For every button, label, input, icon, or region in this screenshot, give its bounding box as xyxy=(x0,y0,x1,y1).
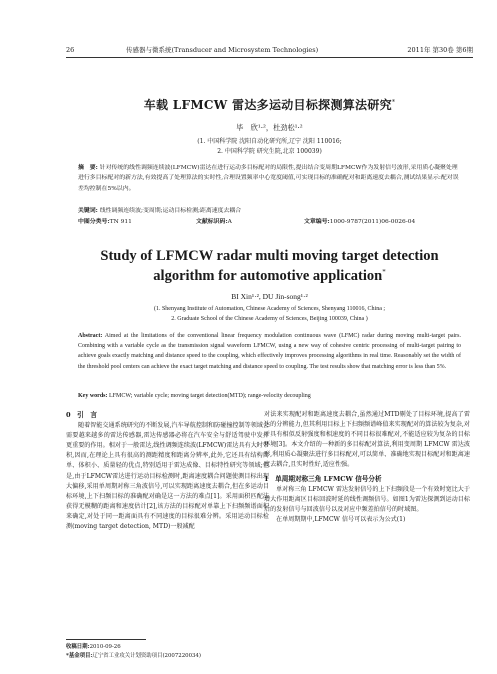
english-abstract-label: Abstract: xyxy=(78,333,103,339)
chinese-affiliation-2: 2. 中国科学院 研究生院,北京 100039) xyxy=(217,148,322,155)
english-title-line-1: Study of LFMCW radar multi moving target detection xyxy=(100,248,439,264)
english-affiliation-1: (1. Shenyang Institute of Automation, Chinese Academy of Sciences, Shenyang 110016, China ; xyxy=(153,306,386,312)
english-abstract xyxy=(78,331,461,372)
clc-value: TN 911 xyxy=(109,218,132,225)
body-column-right xyxy=(264,410,470,525)
chinese-keywords xyxy=(78,206,461,216)
header-divider xyxy=(66,57,473,58)
chinese-keywords-text: 线性调频连续波;变周期;运动目标检测;距离速度去耦合 xyxy=(99,208,242,214)
body-column-left xyxy=(66,410,269,532)
chinese-abstract-text: 针对传统的线性调频连续波(LFMCW)雷达在进行运动多目标配对的局限性,提出结合变周期LFMCW作为发射信号波形,采用质心凝聚处理进行多目标配对的新方法,有效提高了处理算法的实时性,合理设置频率中心宽度阈值,可实现目标的准确配对和距离速度去耦合,测试结果显示:配对误差均控制在5%以内。 xyxy=(78,165,459,192)
clc-label: 中图分类号: xyxy=(78,217,110,225)
received-label: 收稿日期: xyxy=(66,644,90,650)
chinese-authors: 毕 欣¹·²，杜劲松¹·² xyxy=(236,123,303,132)
footnote-received xyxy=(66,642,121,650)
article-id xyxy=(304,217,415,227)
document-code xyxy=(196,217,232,227)
english-title-footnote-mark: * xyxy=(382,268,386,277)
title-footnote-mark: * xyxy=(391,99,396,106)
chinese-abstract-label: 摘 要: xyxy=(78,164,98,171)
chinese-abstract xyxy=(78,163,461,194)
body-paragraph: 对法来实现配对和距离速度去耦合,虽然通过MTD剔处了目标环境,提高了雷达的分辨能力,但其利用目标上下扫频频谱峰值来实现配对的算法较为复杂,对于具有相似反射强度和相速度的不同目标很难配对,不能适应较为复杂的目标环境[3]。本文介绍的一种新的多目标配对算法,利用变周期 LFMCW 雷达波形,利用质心凝聚法进行多目标配对,可以简单、准确地实现目标配对和距离速度去耦合,且实时性好,适应性强。 xyxy=(264,411,470,469)
received-date: 2010-09-26 xyxy=(89,644,121,650)
chinese-keywords-label: 关键词: xyxy=(78,207,98,214)
article-id-label: 文章编号: xyxy=(304,217,330,225)
fund-label: *基金项目: xyxy=(66,653,93,659)
english-abstract-text: Aimed at the limitations of the conventional linear frequency modulation continuous wave (LFMC) radar during moving multi-target pairs. Combining with a variable cycle as the transmission signal waveform LFMCW, using a new way of cohesive centric processing of multi-target pairing to achieve goals exactly matching and distance speed to the coupling, which effectively improves processing algorithms in real time. Reasonably set the width of the threshold pool centers can achieve the exact target matching and distance speed to coupling. The test results show that matching error is less than 5%. xyxy=(78,333,461,370)
english-title-line-2-text: algorithm for automotive application xyxy=(153,268,383,284)
english-keywords-text: LFMCW; variable cycle; moving target detection(MTD); range-velocity decoupling xyxy=(109,393,311,399)
chinese-affiliation-1: (1. 中国科学院 沈阳自动化研究所,辽宁 沈阳 110016; xyxy=(197,138,342,145)
chinese-title xyxy=(66,96,473,113)
body-paragraph: 单对称三角 LFMCW 雷达发射信号的上下扫频段是一个有效时宽比大于增大作用距离区目标回波时延的线性调频信号。如图1为雷达探测到运动目标后的发射信号与回波信号以及对应中频差拍信号的时域图。 xyxy=(264,485,470,513)
english-authors: BI Xin¹·², DU Jin-song¹·² xyxy=(231,292,308,301)
doc-code-label: 文献标识码: xyxy=(196,217,228,225)
clc-number xyxy=(78,217,132,227)
body-paragraph: 在单周期期中,LFMCW 信号可以表示为公式(1) xyxy=(276,515,406,523)
section-heading-introduction: 0 引 言 xyxy=(66,411,97,419)
english-affiliation-2: 2. Graduate School of the Chinese Academy of Sciences, Beijing 100039, China ) xyxy=(171,316,368,322)
fund-value: 辽宁省工业攻关计划资助项目(2007220034) xyxy=(92,653,201,659)
footnote-divider xyxy=(66,639,146,640)
classification-line xyxy=(78,217,461,227)
journal-name: 传感器与微系统(Transducer and Microsystem Technologies) xyxy=(126,46,319,54)
footnote-fund xyxy=(66,651,201,659)
english-keywords xyxy=(78,393,461,399)
article-id-value: 1000-9787(2011)06-0026-04 xyxy=(329,218,416,225)
page-number: 26 xyxy=(66,46,75,54)
chinese-title-text: 车载 LFMCW 雷达多运动目标探测算法研究 xyxy=(143,98,392,112)
issue-info: 2011年 第30卷 第6期 xyxy=(407,46,473,54)
running-header xyxy=(66,44,473,56)
body-paragraph: 随着智能交通系统研究的不断发展,汽车导航控制和防碰撞控制等领域会需要越来越多的雷达传感器,雷达传感器必将在汽车安全与舒适驾驶中发挥更重要的作用。相对于一般雷达,线性调频连续波(LFMCW)雷达具有大时带积,因而,在理论上具有很高的测距精度和距离分辨率,此外,它还具有结构简单、体积小、质量轻的优点,特别适用于雷达成像、目标特性研究等领域;但是,由于LFMCW雷达进行运动目标检测时,距离速度耦合问题使测目标出现大偏移,采用单周期对称三角波信号,可以实现距离速度去耦合,但在多运动目标环境,上下扫频目标的准确配对确是这一方法的难点[1]。采用面积匹配法获得无模糊的距离和速度估计[2],该方法的目标配对单靠上下扫频频谱面积来确定,对处于同一距离面具有不同速度的目标很难分辨。采用运动目标检测(moving target detection, MTD)一般减配 xyxy=(66,422,269,531)
english-title-line-2 xyxy=(66,268,473,285)
english-keywords-label: Key words: xyxy=(78,393,108,399)
doc-code-value: A xyxy=(227,218,232,225)
section-heading-1: 1 单周期对称三角 LFMCW 信号分析 xyxy=(264,474,382,483)
